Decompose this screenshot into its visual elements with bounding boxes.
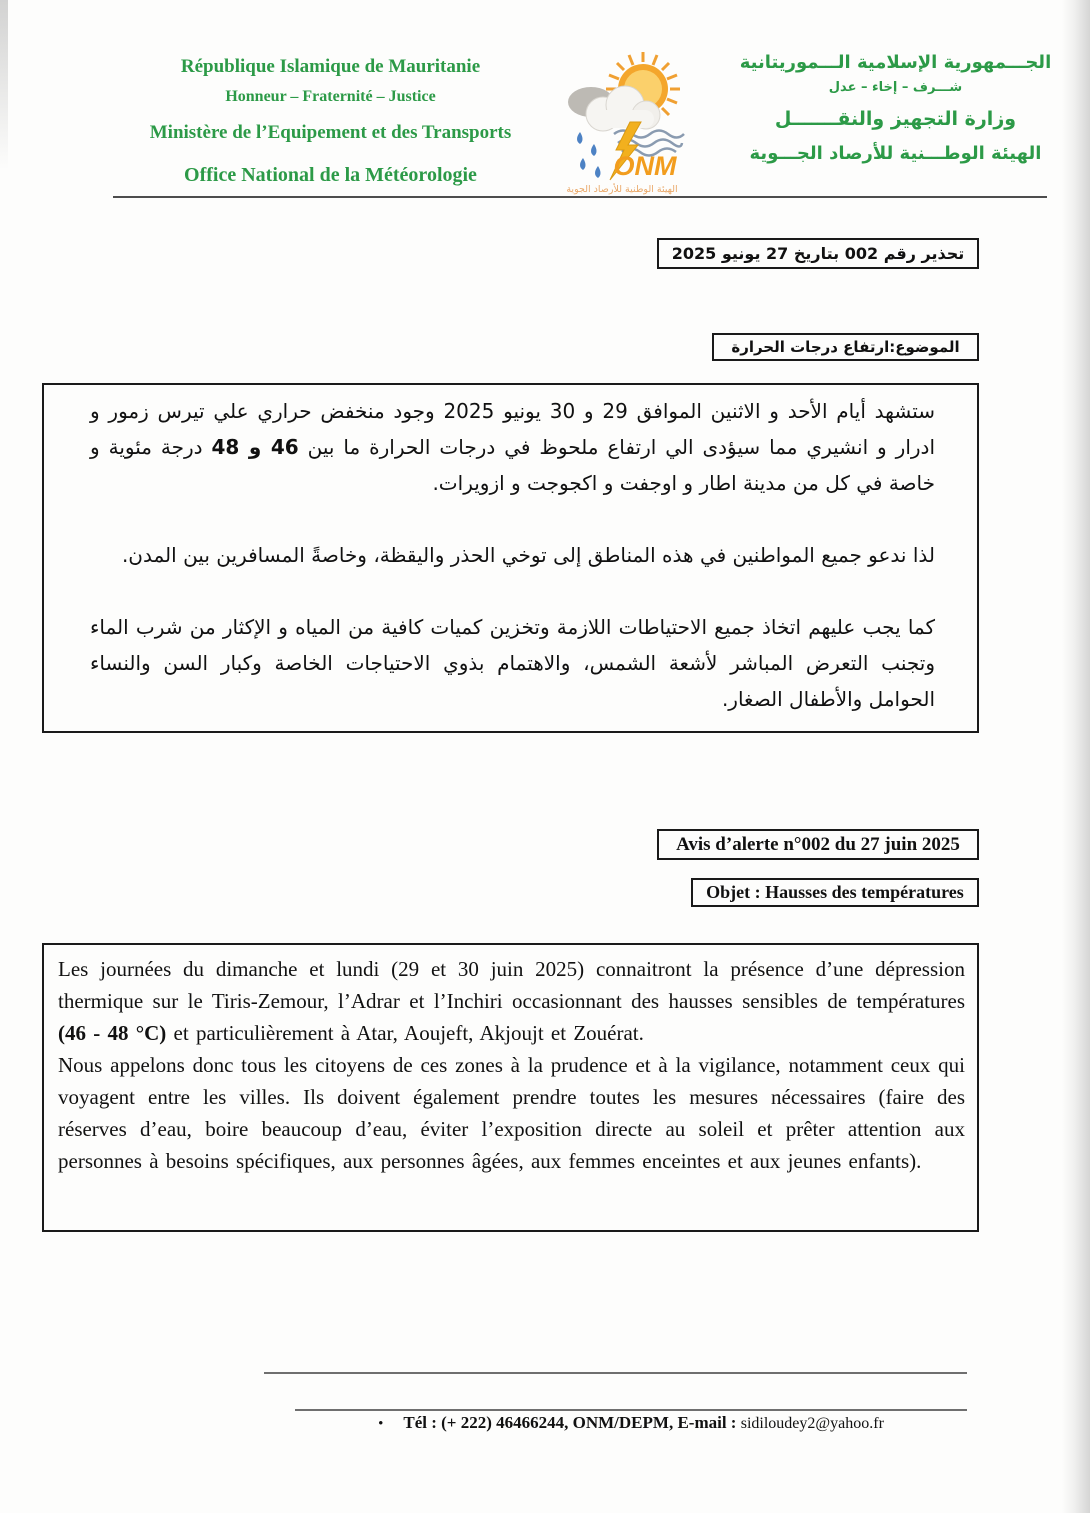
republic-title-ar: الجـــمهورية الإسلامية الـــموريتانية bbox=[739, 52, 1052, 73]
subject-line-fr: Objet : Hausses des températures bbox=[691, 878, 979, 907]
ministry-ar: وزارة التجهيز والنقـــــــل bbox=[774, 108, 1017, 130]
header-divider bbox=[113, 196, 1047, 198]
alert-body-ar bbox=[42, 383, 979, 733]
ministry-fr: Ministère de l’Equipement et des Transports bbox=[149, 122, 512, 143]
motto-fr: Honneur – Fraternité – Justice bbox=[225, 88, 436, 105]
header-arabic bbox=[733, 52, 1058, 164]
subject-line-ar: الموضوع:ارتفاع درجات الحرارة bbox=[712, 333, 979, 361]
paragraph-ar-2: لذا ندعو جميع المواطنين في هذه المناطق إلى توخي الحذر واليقظة، وخاصةً المسافرين بين المدن. bbox=[121, 543, 935, 567]
footer-divider-top bbox=[264, 1372, 967, 1374]
office-fr: Office National de la Météorologie bbox=[184, 164, 477, 186]
contact-label: Tél : (+ 222) 46466244, ONM/DEPM, E-mail : bbox=[403, 1413, 737, 1432]
motto-ar: شـــرف – إخاء – عدل bbox=[828, 80, 963, 95]
header-french bbox=[118, 56, 543, 187]
temperature-range-ar: 46 و 48 bbox=[211, 435, 299, 459]
footer-contact-line bbox=[295, 1413, 967, 1433]
office-ar: الهيئة الوطـــنية للأرصاد الجـــوية bbox=[749, 143, 1042, 164]
temperature-range-fr: (46 - 48 °C) bbox=[58, 1021, 167, 1045]
paragraph-ar-1-start: ستشهد أيام الأحد و الاثنين الموافق 29 و 30 يونيو 2025 وجود منخفض حراري علي تيرس زمور و ادرار و انشيري مما سيؤدى الي ارتفاع ملحوظ في درجات الحرارة ما بين bbox=[90, 399, 935, 459]
footer-contact-text bbox=[403, 1413, 884, 1433]
contact-email: sidiloudey2@yahoo.fr bbox=[740, 1415, 884, 1432]
paragraph-fr-1-end: et particulièrement à Atar, Aoujeft, Akjoujt et Zouérat. bbox=[166, 1021, 644, 1045]
paragraph-fr-1 bbox=[58, 953, 965, 1049]
paragraph-fr-2: Nous appelons donc tous les citoyens de ces zones à la prudence et à la vigilance, notamment ceux qui voyagent entre les villes. Ils doivent également prendre toutes les mesures nécessaires (faire des réserves d’eau, boire beaucoup d’eau, éviter l’exposition directe au soleil et prêter attention aux personnes à besoins spécifiques, aux personnes âgées, aux femmes enceintes et aux jeunes enfants). bbox=[58, 1053, 965, 1173]
logo-caption: الهيئة الوطنية للأرصاد الجوية bbox=[566, 184, 678, 195]
paragraph-fr-1-start: Les journées du dimanche et lundi (29 et 30 juin 2025) connaitront la présence d’une dépression thermique sur le Tiris-Zemour, l’Adrar et l’Inchiri occasionnant des hausses sensibles de températures bbox=[58, 957, 965, 1013]
paper-edge-left bbox=[0, 0, 8, 170]
paragraph-ar-1 bbox=[90, 393, 935, 501]
logo-acronym: ONM bbox=[613, 151, 677, 181]
alert-body-fr bbox=[42, 943, 979, 1232]
bullet-icon: • bbox=[378, 1416, 384, 1432]
paragraph-ar-3: كما يجب عليهم اتخاذ جميع الاحتياطات اللازمة وتخزين كميات كافية من المياه و الإكثار من شرب الماء وتجنب التعرض المباشر لأشعة الشمس، والاهتمام بذوي الاحتياجات الخاصة وكبار السن والنساء الحوامل والأطفال الصغار. bbox=[90, 615, 935, 711]
raindrops-icon bbox=[577, 132, 601, 178]
warning-reference-ar: تحذير رقم 002 بتاريخ 27 يونيو 2025 bbox=[657, 238, 979, 269]
onm-logo bbox=[546, 42, 698, 198]
paragraph-ar-1-end: درجة مئوية و خاصة في كل من مدينة اطار و اوجفت و اكجوجت و ازويرات. bbox=[90, 435, 935, 495]
alert-reference-fr: Avis d’alerte n°002 du 27 juin 2025 bbox=[657, 829, 979, 860]
footer-divider-bottom bbox=[295, 1409, 967, 1411]
republic-title-fr: République Islamique de Mauritanie bbox=[180, 56, 481, 77]
paper-edge-right bbox=[1062, 0, 1090, 1513]
